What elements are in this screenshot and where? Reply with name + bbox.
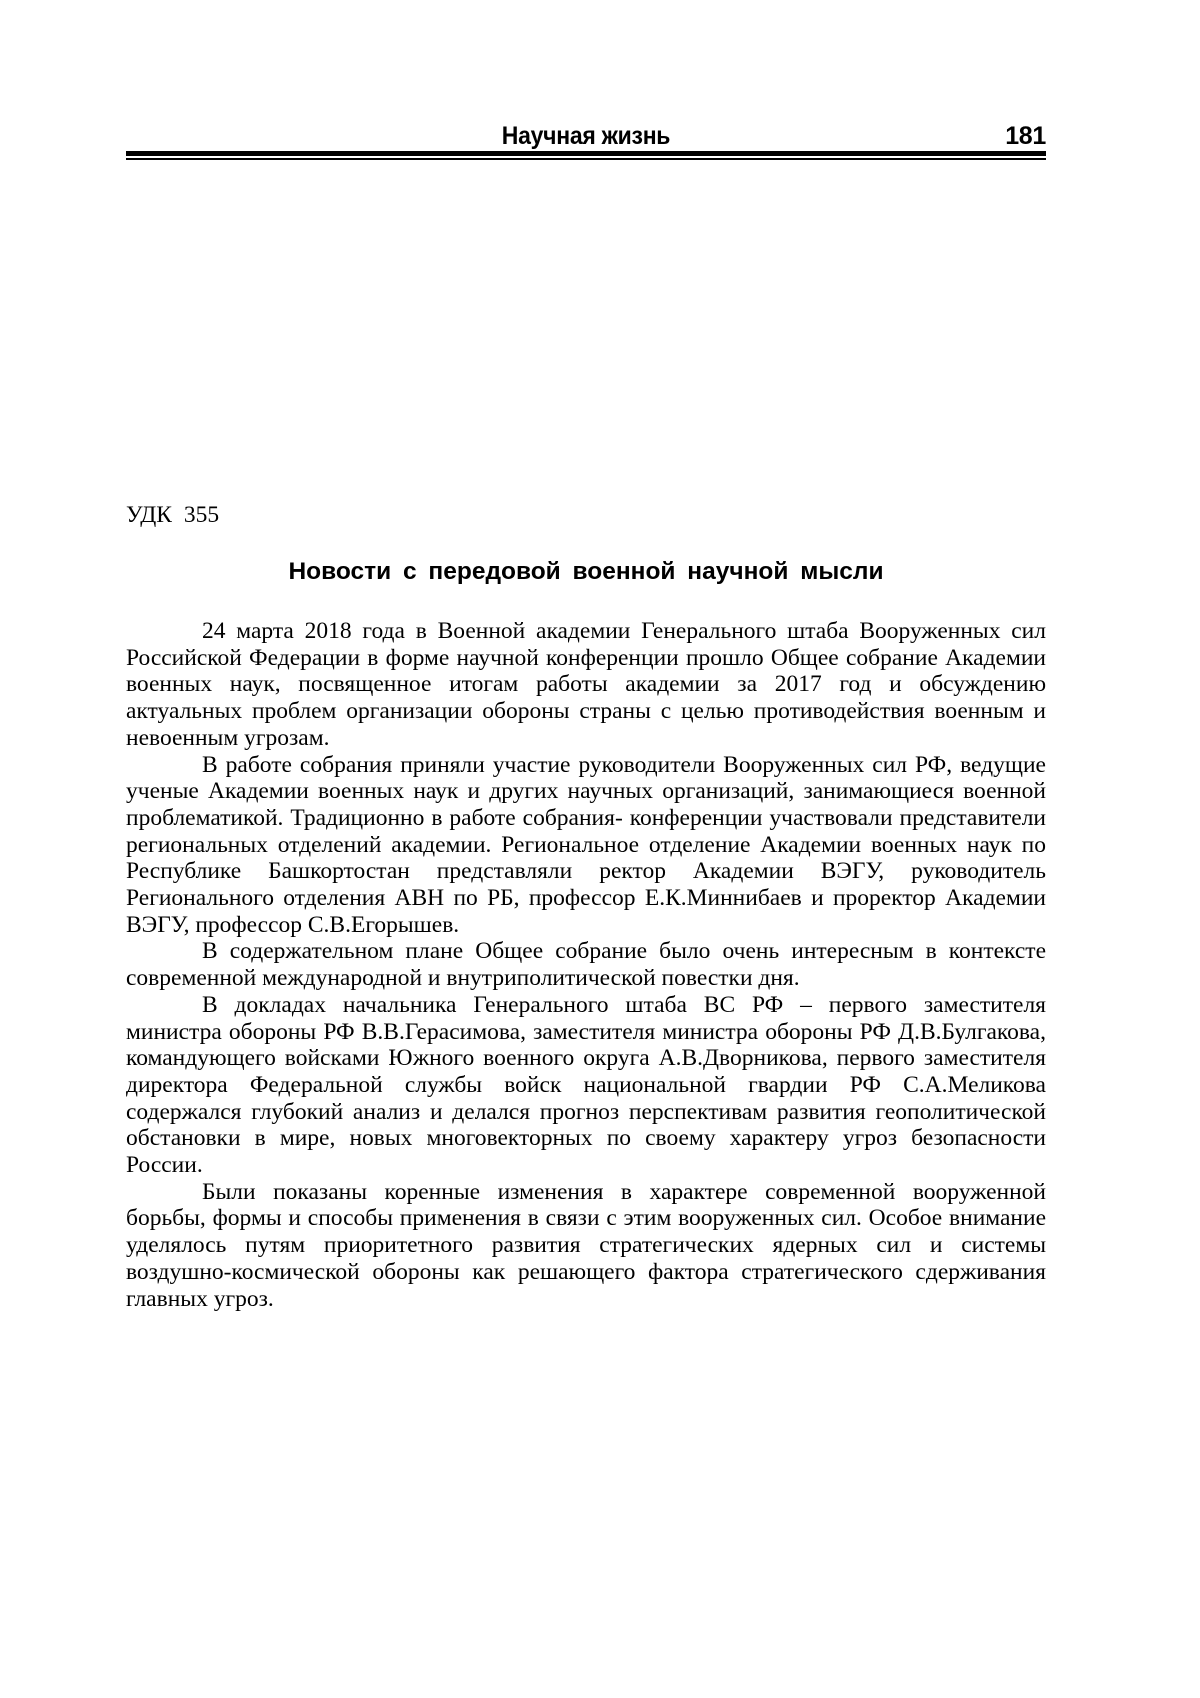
article-title: Новости с передовой военной научной мысли — [288, 558, 884, 585]
header-rule-thick — [126, 151, 1046, 156]
paragraph: В работе собрания приняли участие руководители Вооруженных сил РФ, ведущие ученые Академии военных наук и других научных организаций, занимающиеся военной проблематикой. Традиционно в работе собрания- конференции участвовали представители региональных отделений академии. Региональное отделение Академии военных наук по Республике Башкортостан представляли ректор Академии ВЭГУ, руководитель Регионального отделения АВН по РБ, профессор Е.К.Миннибаев и проректор Академии ВЭГУ, профессор С.В.Егорышев. — [126, 751, 1046, 938]
paragraph: 24 марта 2018 года в Военной академии Генерального штаба Вооруженных сил Российской Федерации в форме научной конференции прошло Общее собрание Академии военных наук, посвященное итогам работы академии за 2017 год и обсуждению актуальных проблем организации обороны страны с целью противодействия военным и невоенным угрозам. — [126, 618, 1046, 751]
header-rule-thin — [126, 158, 1046, 160]
running-header-title: Научная жизнь — [501, 122, 671, 150]
paragraph: Были показаны коренные изменения в характере современной вооруженной борьбы, формы и способы применения в связи с этим вооруженных сил. Особое внимание уделялось путям приоритетного развития стратегических ядерных сил и системы воздушно-космической обороны как решающего фактора стратегического сдерживания главных угроз. — [126, 1178, 1046, 1312]
paragraph: В докладах начальника Генерального штаба ВС РФ – первого заместителя министра обороны РФ В.В.Герасимова, заместителя министра обороны РФ Д.В.Булгакова, командующего войсками Южного военного округа А.В.Дворникова, первого заместителя директора Федеральной службы войск национальной гвардии РФ С.А.Меликова содержался глубокий анализ и делался прогноз перспективам развития геополитической обстановки в мире, новых многовекторных по своему характеру угроз безопасности России. — [126, 991, 1046, 1179]
running-header — [126, 118, 1046, 152]
article-body — [126, 618, 1046, 1312]
page-number: 181 — [1005, 122, 1046, 150]
udk-code: УДК 355 — [126, 502, 220, 528]
paragraph: В содержательном плане Общее собрание было очень интересным в контексте современной международной и внутриполитической повестки дня. — [126, 938, 1046, 992]
